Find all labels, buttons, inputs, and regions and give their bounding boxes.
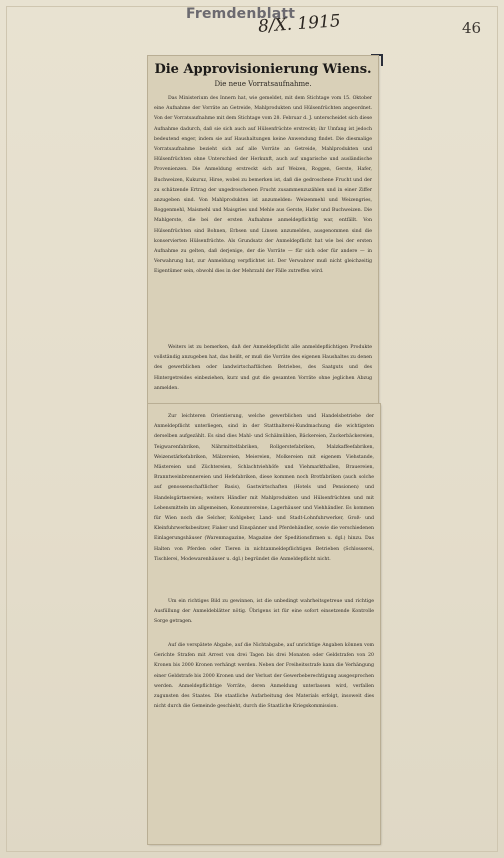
article-subtitle: Die neue Vorratsaufnahme. [214, 80, 312, 88]
handwritten-date: 8/X. 1915 [257, 11, 342, 37]
newspaper-stamp: Fremdenblatt [186, 6, 296, 22]
article-paragraph: Das Ministerium des Innern hat, wie gemeldet, mit dem Stichtage vom 15. Oktober eine Aufnahme der Vorräte an Getreide, Mahlprodukten und Hülsenfrüchten angeordnet. Von der Vorratsaufnahme mit dem Stichtage vom 28. Februar d. J. unterscheidet sich diese Aufnahme dadurch, daß sie sich auch auf Hülsenfrüchte erstreckt; ihr Umfang ist jedoch bedeutend enger, indem sie auf Haushaltungen keine Anwendung findet. Die diesmalige Vorratsaufnahme bezieht sich auf alle Vorräte an Getreide, Mahlprodukten und Hülsenfrüchten ohne Unterschied der Herkunft, auch auf ungarische und ausländische Provenienzen. Die Anmeldung erstreckt sich auf Weizen, Roggen, Gerste, Hafer, Buchweizen, Kukuruz, Hirse, wobei zu bemerken ist, daß die gedroschene Frucht und der zu schätzende Ertrag der ungedroschenen Frucht zusammenzuzählen und in einer Ziffer anzugeben sind. Von Mahlprodukten ist anzumelden: Weizenmehl und Weizengries, Roggenmehl, Maismehl und Maisgries und Mehle aus Gerste, Hafer und Buchweizen. Die Mahlgerste, die bei der ersten Aufnahme anmeldepflichtig war, entfällt. Von Hülsenfrüchten sind Bohnen, Erbsen und Linsen anzumelden, ausgenommen sind die konservierten Hülsenfrüchte. Als Grundsatz der Anmeldepflicht hat wie bei der ersten Aufnahme zu gelten, daß derjenige, der die Vorräte — für sich oder für andere — in Verwahrung hat, zur Anmeldung verpflichtet ist. Der Verwahrer muß nicht gleichzeitig Eigentümer sein, obwohl dies in der Mehrzahl der Fälle zutreffen wird. [154, 96, 372, 275]
page-number: 46 [462, 19, 482, 37]
article-paragraph: Auf die verspätete Abgabe, auf die Nichtabgabe, auf unrichtige Angaben können vom Gerichte Strafen mit Arrest von drei Tagen bis drei Monaten oder Geldstrafen von 20 Kronen bis 2000 Kronen verhängt werden. Neben der Freiheitsstrafe kann die Verhängung einer Geldstrafe bis 2000 Kronen und der Verlust der Gewerbeberechtigung ausgesprochen werden. Anmeldepflichtige Vorräte, deren Anmeldung unterlassen wird, verfallen zugunsten des Staates. Die staatliche Aufarbeitung des Materials erfolgt, insoweit dies nicht durch die Gemeinde geschieht, durch die Staatliche Kriegskommission. [154, 643, 374, 710]
clipping-lower [148, 404, 380, 844]
article-paragraph: Weiters ist zu bemerken, daß der Anmeldepflicht alle anmeldepflichtigen Produkte vollständig anzugeben hat, das heißt, er muß die Vorräte des eigenen Haushaltes zu denen des gewerblichen oder landwirtschaftlichen Betriebes, des Saatguts und des Hintergetreides einbeziehen, kurz und gut die gesamten Vorräte ohne jeglichen Abzug anmelden. [154, 345, 372, 391]
clipping-upper [148, 56, 378, 404]
article-title: Die Approvisionierung Wiens. [154, 62, 372, 77]
article-paragraph: Um ein richtiges Bild zu gewinnen, ist die unbedingt wahrheitsgetreue und richtige Ausfüllung der Anmeldeblätter nötig. Übrigens ist für eine sofort einsetzende Kontrolle Sorge getragen. [154, 599, 374, 625]
article-paragraph: Zur leichteren Orientierung, welche gewerblichen und Handelsbetriebe der Anmeldepflicht unterliegen, sind in der Statthalterei-Kundmachung die wichtigsten derselben aufgezählt. Es sind dies Mahl- und Schälmühlen, Bäckereien, Zuckerbäckereien, Teigwarenfabriken, Nährmittelfabriken, Rollgerstefabriken, Malzkaffeefabriken, Weizenstärkefabriken, Mälzereien, Meiereien, Molkereien mit eigenem Viehstande, Mästereien und Züchtereien, Schlachtviehhöfe und Viehmarkthallen, Brauereien, Branntweinbrennereien und Hefefabriken, diese kommen noch Brotfabriken (auch solche auf genossenschaftlicher Basis), Gastwirtschaften (Hotels und Pensionen) und Handelsgärtnereien; weiters Händler mit Mahlprodukten und Hülsenfrüchten und mit Lebensmitteln im allgemeinen, Konsumvereine, Lagerhäuser und Viehhändler. Es kommen für Wien noch die Selcher, Kohlgeber, Land- und Stadt-Lohnfuhrwerker, Groß- und Kleinfuhrwerksbesitzer, Fiaker und Einspänner und Pferdehändler, sowie die verschiedenen Einlagerungshäuser (Warenmagazine, Magazine der Speditionsfirmen u. dgl.) hinzu. Das Halten von Pferden oder Tieren in nichtanmeldepflichtigen Betrieben (Schlosserei, Tischlerei, Modewarenhäuser u. dgl.) begründet die Anmeldepflicht nicht. [154, 414, 374, 562]
